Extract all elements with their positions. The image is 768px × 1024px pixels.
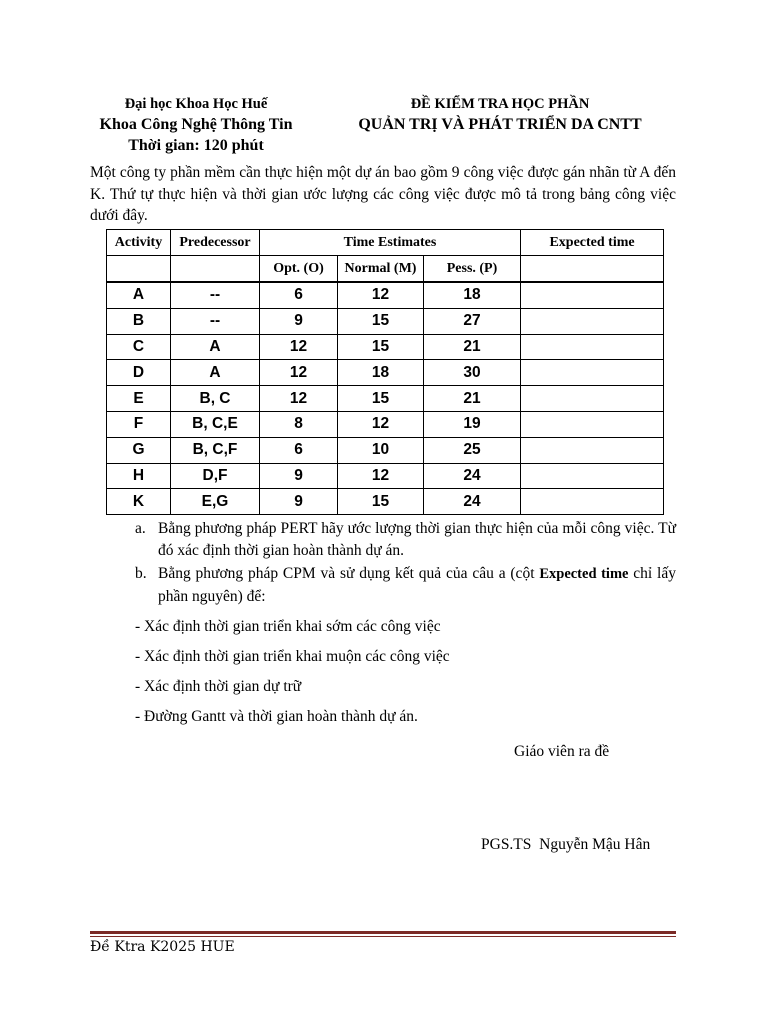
cell-activity: F (107, 411, 171, 437)
cell-normal: 15 (338, 308, 424, 334)
page-footer: Đề Ktra K2025 HUE (90, 939, 235, 955)
cell-pess: 19 (424, 411, 521, 437)
cell-opt: 6 (260, 437, 338, 463)
cell-predecessor: -- (171, 308, 260, 334)
table-row (107, 334, 664, 360)
cell-expected (521, 360, 664, 386)
exam-title-block (330, 94, 670, 135)
table-row (107, 386, 664, 412)
faculty-name: Khoa Công Nghệ Thông Tin (99, 116, 293, 133)
question-a (135, 518, 676, 561)
list-item: - Xác định thời gian dự trữ (135, 678, 302, 695)
header-activity: Activity (107, 230, 171, 256)
cell-predecessor: A (171, 334, 260, 360)
cell-activity: A (107, 282, 171, 308)
footer-rule-thin (90, 936, 676, 937)
cell-opt: 12 (260, 334, 338, 360)
signature-name: PGS.TS Nguyễn Mậu Hân (481, 836, 651, 853)
cell-pess: 18 (424, 282, 521, 308)
cell-predecessor: D,F (171, 463, 260, 489)
cell-pess: 30 (424, 360, 521, 386)
cell-pess: 21 (424, 334, 521, 360)
question-marker: b. (135, 565, 147, 582)
cell-normal: 18 (338, 360, 424, 386)
table-row (107, 308, 664, 334)
cell-opt: 9 (260, 463, 338, 489)
table-row (107, 411, 664, 437)
cell-expected (521, 463, 664, 489)
cell-activity: H (107, 463, 171, 489)
list-item: - Xác định thời gian triển khai muộn các công việc (135, 648, 450, 665)
cell-expected (521, 386, 664, 412)
table-row (107, 463, 664, 489)
question-b (135, 563, 676, 607)
header-time-estimates: Time Estimates (260, 230, 521, 256)
cell-expected (521, 308, 664, 334)
cell-opt: 9 (260, 489, 338, 515)
table-header-row (107, 230, 664, 256)
cell-opt: 9 (260, 308, 338, 334)
school-header (84, 94, 308, 156)
activity-table (106, 229, 664, 515)
table-subheader-row (107, 256, 664, 283)
cell-expected (521, 282, 664, 308)
exam-title: ĐỀ KIỂM TRA HỌC PHẦN (410, 96, 590, 112)
question-text: Bằng phương pháp PERT hãy ước lượng thời gian thực hiện của mỗi công việc. Từ đó xác định thời gian hoàn thành dự án. (158, 520, 676, 559)
question-emphasis: Expected time (539, 566, 629, 582)
cell-normal: 12 (338, 463, 424, 489)
table-row (107, 360, 664, 386)
cell-expected (521, 334, 664, 360)
cell-normal: 10 (338, 437, 424, 463)
header-normal: Normal (M) (338, 256, 424, 283)
exam-duration: Thời gian: 120 phút (128, 137, 264, 154)
table-row (107, 489, 664, 515)
cell-normal: 12 (338, 411, 424, 437)
cell-predecessor: B, C (171, 386, 260, 412)
task-bullet-list (135, 616, 450, 736)
subheader-empty (521, 256, 664, 283)
cell-expected (521, 411, 664, 437)
cell-opt: 6 (260, 282, 338, 308)
header-predecessor: Predecessor (171, 230, 260, 256)
cell-pess: 25 (424, 437, 521, 463)
university-name: Đại học Khoa Học Huế (124, 96, 268, 112)
table-row (107, 437, 664, 463)
cell-activity: E (107, 386, 171, 412)
cell-activity: C (107, 334, 171, 360)
cell-pess: 24 (424, 489, 521, 515)
cell-predecessor: A (171, 360, 260, 386)
cell-normal: 15 (338, 334, 424, 360)
question-text-before: Bằng phương pháp CPM và sử dụng kết quả của câu a (cột (158, 565, 540, 582)
header-pess: Pess. (P) (424, 256, 521, 283)
cell-opt: 12 (260, 360, 338, 386)
cell-predecessor: B, C,F (171, 437, 260, 463)
cell-pess: 21 (424, 386, 521, 412)
question-marker: a. (135, 520, 146, 537)
cell-predecessor: -- (171, 282, 260, 308)
list-item: - Đường Gantt và thời gian hoàn thành dự án. (135, 708, 418, 725)
cell-expected (521, 437, 664, 463)
problem-intro: Một công ty phần mềm cần thực hiện một dự án bao gồm 9 công việc được gán nhãn từ A đến K. Thứ tự thực hiện và thời gian ước lượng các công việc được mô tả trong bảng công việc dưới đây. (90, 164, 676, 224)
cell-normal: 15 (338, 489, 424, 515)
cell-pess: 27 (424, 308, 521, 334)
header-expected-time: Expected time (521, 230, 664, 256)
cell-activity: K (107, 489, 171, 515)
subheader-empty (171, 256, 260, 283)
cell-activity: B (107, 308, 171, 334)
cell-expected (521, 489, 664, 515)
header-opt: Opt. (O) (260, 256, 338, 283)
cell-pess: 24 (424, 463, 521, 489)
table-row (107, 282, 664, 308)
footer-rule-thick (90, 931, 676, 934)
cell-activity: D (107, 360, 171, 386)
course-name: QUẢN TRỊ VÀ PHÁT TRIỂN DA CNTT (358, 116, 642, 133)
cell-opt: 12 (260, 386, 338, 412)
cell-opt: 8 (260, 411, 338, 437)
list-item: - Xác định thời gian triển khai sớm các công việc (135, 618, 441, 635)
subheader-empty (107, 256, 171, 283)
signature-role: Giáo viên ra đề (514, 743, 610, 760)
question-text-after: chỉ lấy phần nguyên) để: (158, 565, 676, 605)
cell-predecessor: B, C,E (171, 411, 260, 437)
cell-predecessor: E,G (171, 489, 260, 515)
question-list (135, 518, 676, 609)
cell-normal: 12 (338, 282, 424, 308)
cell-normal: 15 (338, 386, 424, 412)
cell-activity: G (107, 437, 171, 463)
